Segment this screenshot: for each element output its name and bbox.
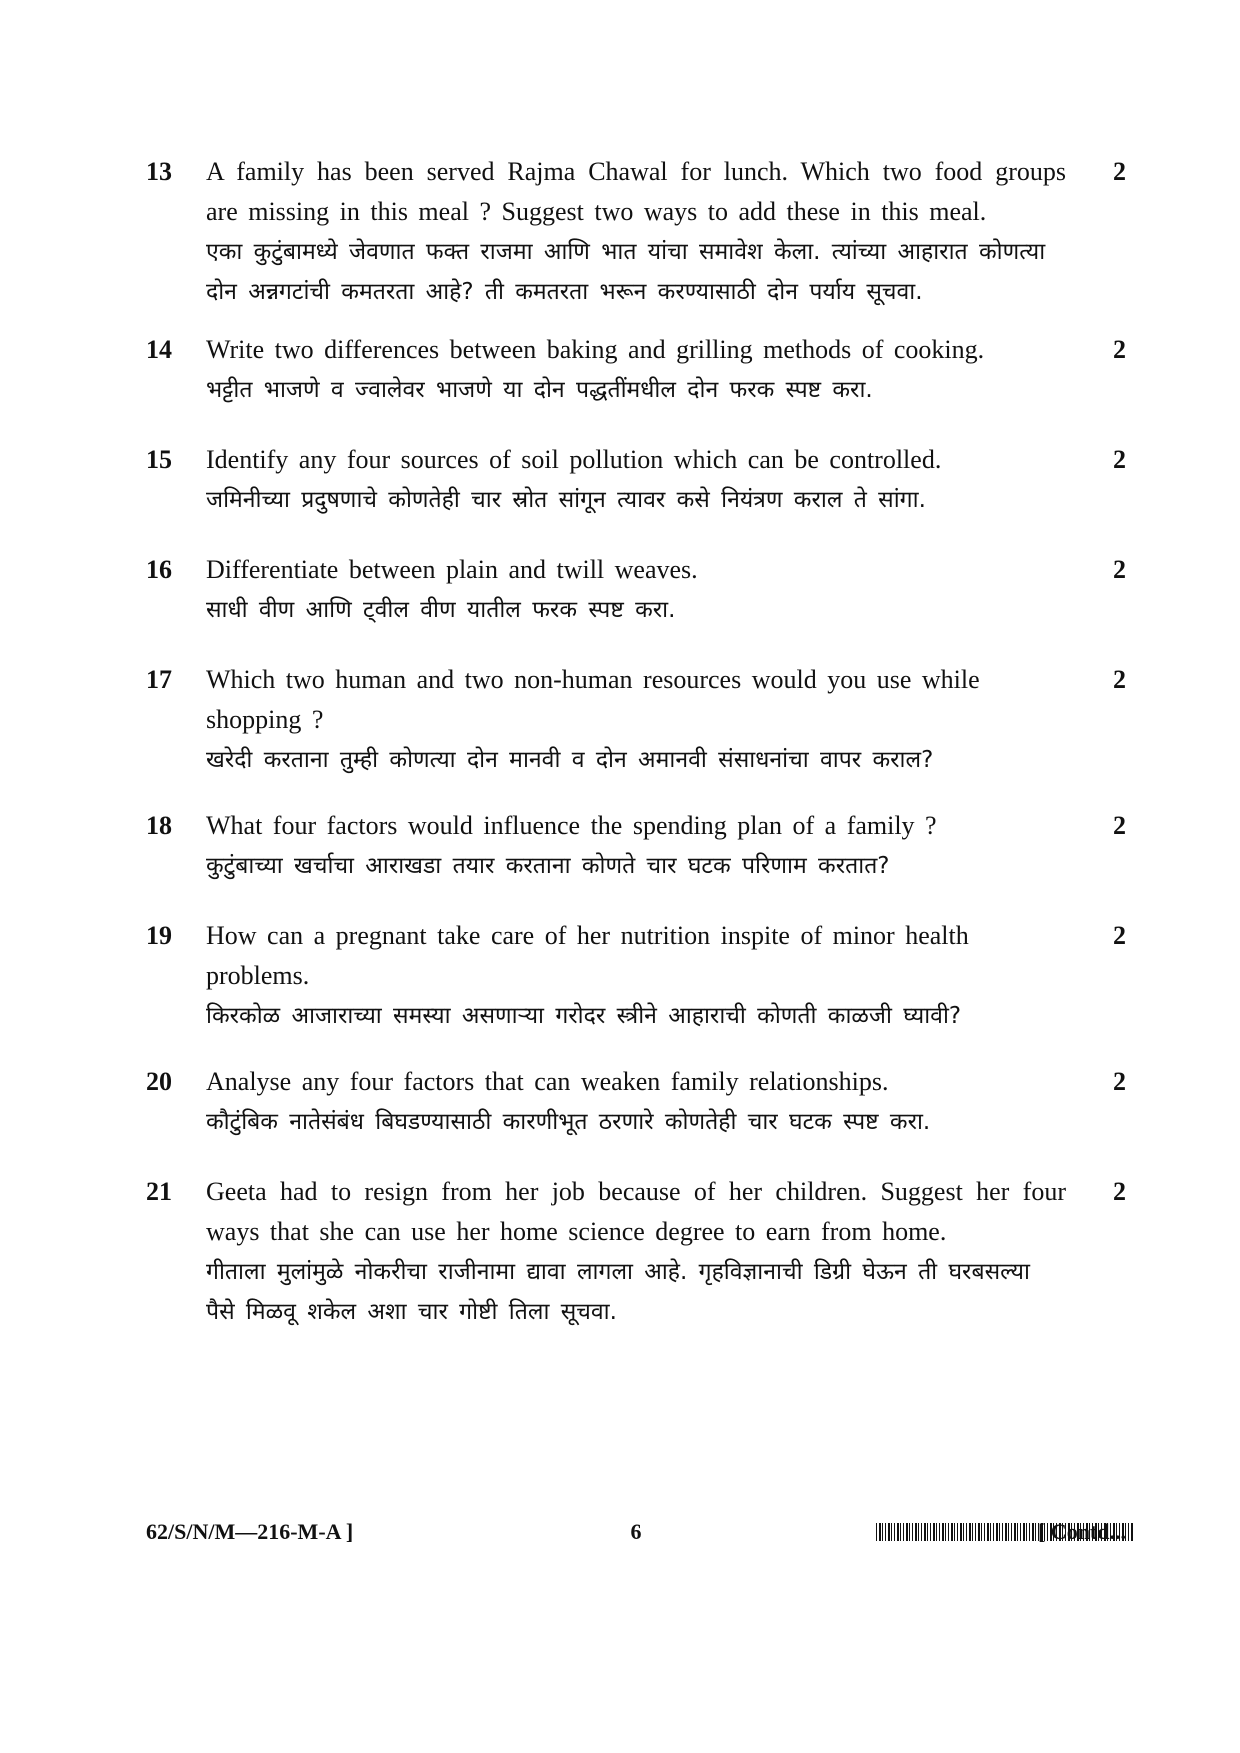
page-number: 6 <box>630 1519 642 1544</box>
question-marks: 2 <box>1113 445 1126 474</box>
question-text-english: Identify any four sources of soil pollution which can be controlled. <box>206 445 942 474</box>
question-body <box>206 1172 1066 1332</box>
question-marks: 2 <box>1113 921 1126 950</box>
question-17 <box>146 660 1126 780</box>
question-marks: 2 <box>1113 1177 1126 1206</box>
question-number: 13 <box>146 157 172 186</box>
question-number: 17 <box>146 665 172 694</box>
question-number: 15 <box>146 445 172 474</box>
paper-code: 62/S/N/M—216-M-A ] <box>146 1519 354 1544</box>
question-text-marathi: कौटुंबिक नातेसंबंध बिघडण्यासाठी कारणीभूत ठरणारे कोणतेही चार घटक स्पष्ट करा. <box>206 1109 931 1135</box>
question-20 <box>146 1062 1126 1142</box>
question-marks: 2 <box>1113 665 1126 694</box>
question-body <box>206 550 1066 630</box>
question-text-english: A family has been served Rajma Chawal for lunch. Which two food groups are missing in this meal ? Suggest two ways to add these in this meal. <box>206 157 1066 226</box>
question-21 <box>146 1172 1126 1332</box>
question-body <box>206 806 1066 886</box>
question-marks: 2 <box>1113 811 1126 840</box>
question-text-english: Geeta had to resign from her job because of her children. Suggest her four ways that she can use her home science degree to earn from home. <box>206 1177 1066 1246</box>
question-text-marathi: जमिनीच्या प्रदुषणाचे कोणतेही चार स्रोत सांगून त्यावर कसे नियंत्रण कराल ते सांगा. <box>206 487 926 513</box>
continued-label: [ Contd... <box>1037 1519 1126 1544</box>
page-footer <box>146 1512 1126 1552</box>
question-marks: 2 <box>1113 157 1126 186</box>
question-text-marathi: एका कुटुंबामध्ये जेवणात फक्त राजमा आणि भात यांचा समावेश केला. त्यांच्या आहारात कोणत्या दोन अन्नगटांची कमतरता आहे? ती कमतरता भरून करण्यासाठी दोन पर्याय सूचवा. <box>206 239 1046 305</box>
question-number: 21 <box>146 1177 172 1206</box>
question-body <box>206 660 1006 780</box>
question-16 <box>146 550 1126 630</box>
question-14 <box>146 330 1126 410</box>
question-number: 19 <box>146 921 172 950</box>
question-19 <box>146 916 1126 1036</box>
question-text-english: Analyse any four factors that can weaken family relationships. <box>206 1067 889 1096</box>
question-text-english: Differentiate between plain and twill weaves. <box>206 555 698 584</box>
question-15 <box>146 440 1126 520</box>
question-body <box>206 330 1066 410</box>
question-text-marathi: भट्टीत भाजणे व ज्वालेवर भाजणे या दोन पद्धतींमधील दोन फरक स्पष्ट करा. <box>206 377 873 403</box>
question-text-english: Which two human and two non-human resources would you use while shopping ? <box>206 665 980 734</box>
question-marks: 2 <box>1113 1067 1126 1096</box>
question-number: 14 <box>146 335 172 364</box>
question-text-english: How can a pregnant take care of her nutrition inspite of minor health problems. <box>206 921 969 990</box>
question-text-marathi: खरेदी करताना तुम्ही कोणत्या दोन मानवी व दोन अमानवी संसाधनांचा वापर कराल? <box>206 747 934 773</box>
question-13 <box>146 152 1126 312</box>
question-text-english: What four factors would influence the spending plan of a family ? <box>206 811 937 840</box>
question-text-marathi: गीताला मुलांमुळे नोकरीचा राजीनामा द्यावा लागला आहे. गृहविज्ञानाची डिग्री घेऊन ती घरबसल्या पैसे मिळवू शकेल अशा चार गोष्टी तिला सूचवा. <box>206 1259 1030 1325</box>
question-number: 18 <box>146 811 172 840</box>
question-number: 20 <box>146 1067 172 1096</box>
question-18 <box>146 806 1126 886</box>
question-text-marathi: किरकोळ आजाराच्या समस्या असणाऱ्या गरोदर स्त्रीने आहाराची कोणती काळजी घ्यावी? <box>206 1003 962 1029</box>
question-text-marathi: कुटुंबाच्या खर्चाचा आराखडा तयार करताना कोणते चार घटक परिणाम करतात? <box>206 853 890 879</box>
question-number: 16 <box>146 555 172 584</box>
question-body <box>206 152 1066 312</box>
question-body <box>206 440 1066 520</box>
question-body <box>206 1062 1066 1142</box>
question-text-english: Write two differences between baking and grilling methods of cooking. <box>206 335 985 364</box>
question-body <box>206 916 1066 1036</box>
question-text-marathi: साधी वीण आणि ट्वील वीण यातील फरक स्पष्ट करा. <box>206 597 676 623</box>
question-marks: 2 <box>1113 555 1126 584</box>
question-marks: 2 <box>1113 335 1126 364</box>
